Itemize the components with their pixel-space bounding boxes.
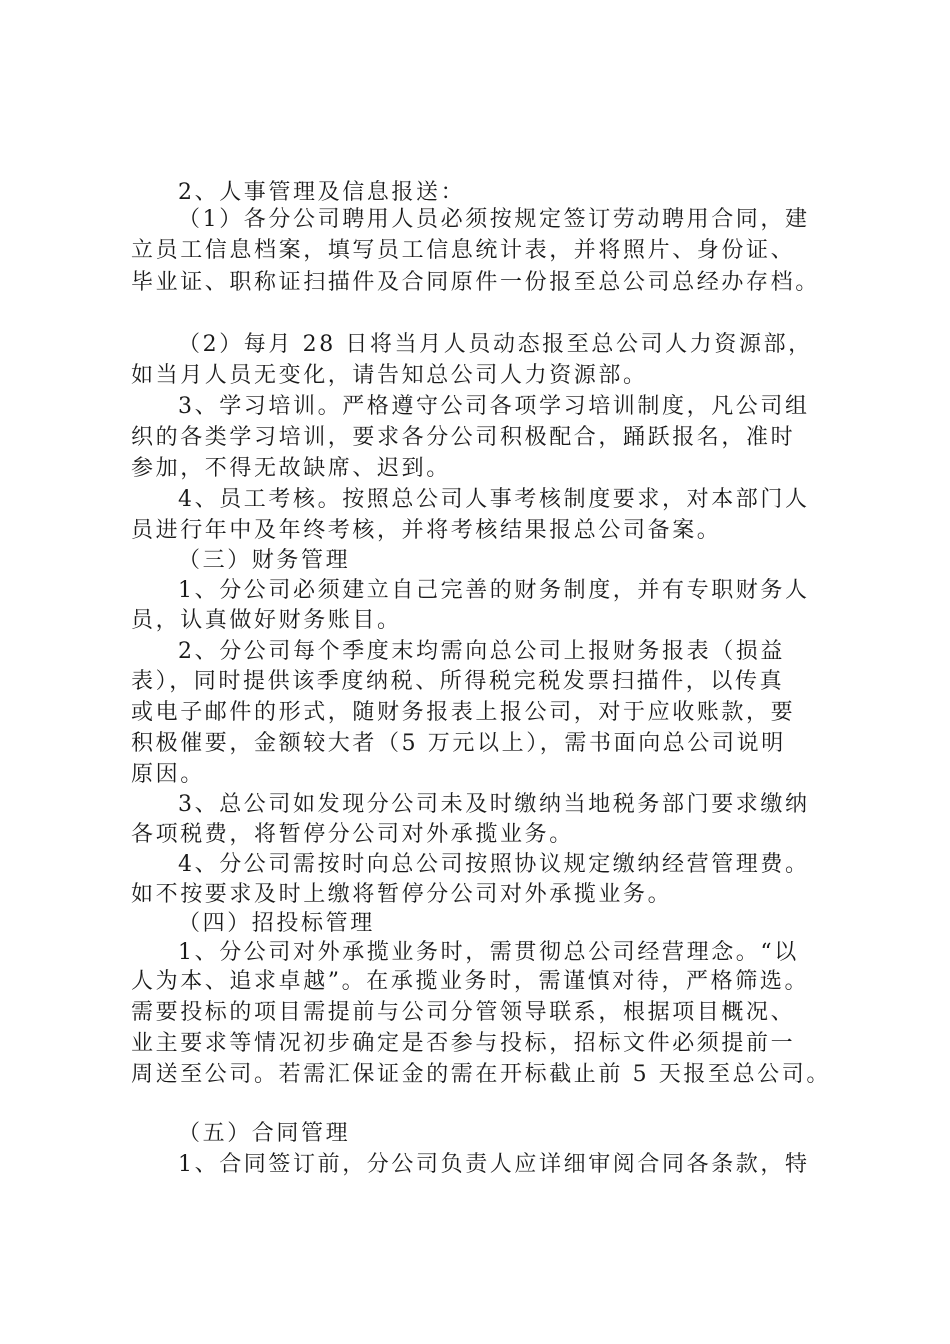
paragraph-line: 各项税费，将暂停分公司对外承揽业务。: [131, 822, 574, 847]
section-heading-contract: （五）合同管理: [178, 1121, 351, 1146]
paragraph-line: 人为本、追求卓越”。在承揽业务时，需谨慎对待，严格筛选。: [131, 969, 810, 994]
paragraph-line: 织的各类学习培训，要求各分公司积极配合，踊跃报名，准时: [131, 425, 796, 450]
paragraph-line: （1）各分公司聘用人员必须按规定签订劳动聘用合同，建: [178, 207, 810, 232]
paragraph-line: 毕业证、职称证扫描件及合同原件一份报至总公司总经办存档。: [131, 270, 820, 295]
paragraph-line: 业主要求等情况初步确定是否参与投标，招标文件必须提前一: [131, 1031, 796, 1056]
paragraph-line: 3、学习培训。严格遵守公司各项学习培训制度，凡公司组: [178, 394, 810, 419]
paragraph-line: 1、合同签订前，分公司负责人应详细审阅合同各条款，特: [178, 1152, 810, 1177]
paragraph-line: 如不按要求及时上缴将暂停分公司对外承揽业务。: [131, 882, 673, 907]
paragraph-line: 参加，不得无故缺席、迟到。: [131, 456, 451, 481]
paragraph-line: （2）每月 28 日将当月人员动态报至总公司人力资源部，: [178, 332, 813, 357]
paragraph-line: 员进行年中及年终考核，并将考核结果报总公司备案。: [131, 518, 722, 543]
section-heading-personnel: 2、人事管理及信息报送：: [178, 180, 466, 205]
paragraph-line: 如当月人员无变化，请告知总公司人力资源部。: [131, 363, 648, 388]
paragraph-line: 4、员工考核。按照总公司人事考核制度要求，对本部门人: [178, 487, 810, 512]
paragraph-line: 1、分公司必须建立自己完善的财务制度，并有专职财务人: [178, 578, 810, 603]
paragraph-line: 立员工信息档案，填写员工信息统计表，并将照片、身份证、: [131, 238, 796, 263]
paragraph-line: 需要投标的项目需提前与公司分管领导联系，根据项目概况、: [131, 1000, 796, 1025]
paragraph-line: 员，认真做好财务账目。: [131, 608, 402, 633]
paragraph-line: 原因。: [131, 762, 205, 787]
section-heading-bidding: （四）招投标管理: [178, 911, 375, 936]
paragraph-line: 4、分公司需按时向总公司按照协议规定缴纳经营管理费。: [178, 852, 810, 877]
paragraph-line: 积极催要，金额较大者（5 万元以上），需书面向总公司说明: [131, 731, 786, 756]
paragraph-line: 周送至公司。若需汇保证金的需在开标截止前 5 天报至总公司。: [131, 1062, 831, 1087]
section-heading-finance: （三）财务管理: [178, 548, 351, 573]
paragraph-line: 表），同时提供该季度纳税、所得税完税发票扫描件，以传真: [131, 669, 785, 694]
paragraph-line: 1、分公司对外承揽业务时，需贯彻总公司经营理念。“以: [178, 940, 799, 965]
paragraph-line: 2、分公司每个季度末均需向总公司上报财务报表（损益: [178, 639, 785, 664]
paragraph-line: 或电子邮件的形式，随财务报表上报公司，对于应收账款，要: [131, 700, 796, 725]
paragraph-line: 3、总公司如发现分公司未及时缴纳当地税务部门要求缴纳: [178, 792, 810, 817]
